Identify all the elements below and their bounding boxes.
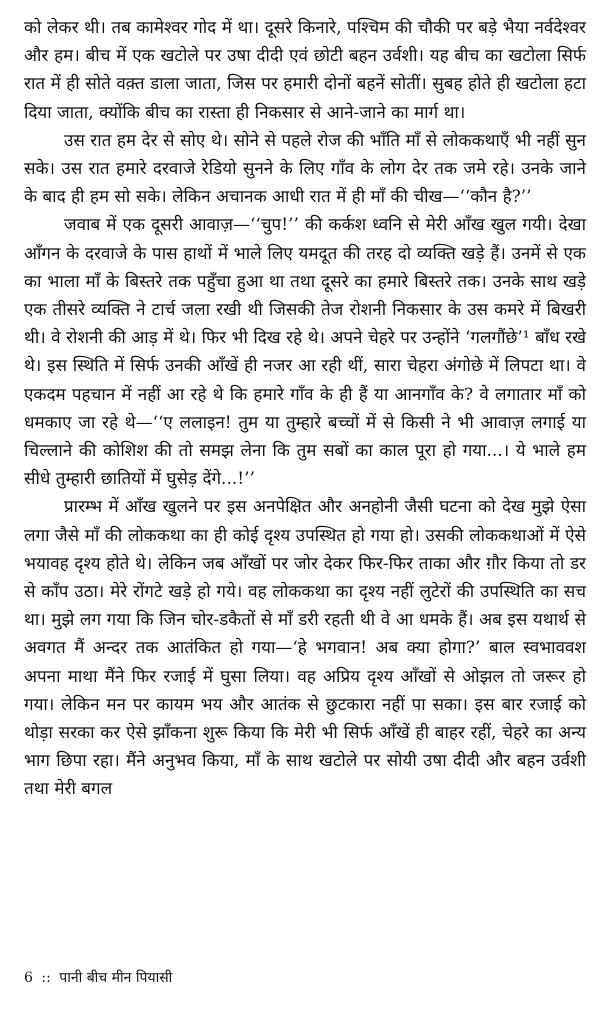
paragraph-4: प्रारम्भ में आँख खुलने पर इस अनपेक्षित और अनहोनी जैसी घटना को देख मुझे ऐसा लगा जैसे माँ की लोककथा का ही कोई दृश्य उपस्थित हो गया हो। उसकी लोककथाओं में ऐसे भयावह दृश्य होते थे। लेकिन जब आँखों पर जोर देकर फिर-फिर ताका और ग़ौर किया तो डर से काँप उठा। मेरे रोंगटे खड़े हो गये। वह लोककथा का दृश्य नहीं लुटेरों की उपस्थिति का सच था। मुझे लग गया कि जिन चोर-डकैतों से माँ डरी रहती थी वे आ धमके हैं। अब इस यथार्थ से अवगत मैं अन्दर तक आतंकित हो गया—‘हे भगवान! अब क्या होगा?’ बाल स्वभाववश अपना माथा मैंने फिर रजाई में घुसा लिया। वह अप्रिय दृश्य आँखों से ओझल तो जरूर हो गया। लेकिन मन पर कायम भय और आतंक से छुटकारा नहीं पा सका। इस बार रजाई को थोड़ा सरका कर ऐसे झाँकना शुरू किया कि मेरी भी सिर्फ आँखें ही बाहर रहीं, चेहरे का अन्य भाग छिपा रहा। मैंने अनुभव किया, माँ के साथ खटोले पर सोयी उषा दीदी और बहन उर्वशी तथा मेरी बगल (24, 497, 586, 800)
paragraph-3: जवाब में एक दूसरी आवाज़—‘‘चुप!’’ की कर्कश ध्वनि से मेरी आँख खुल गयी। देखा आँगन के दरवाजे के पास हाथों में भाले लिए यमदूत की तरह दो व्यक्ति खड़े हैं। उनमें से एक का भाला माँ के बिस्तरे तक पहुँचा हुआ था तथा दूसरे का हमारे बिस्तरे तक। उनके साथ खड़े एक तीसरे व्यक्ति ने टार्च जला रखी थी जिसकी तेज रोशनी निकसार के उस कमरे में बिखरी थी। वे रोशनी की आड़ में थे। फिर भी दिख रहे थे। अपने चेहरे पर उन्होंने ‘गलगौंछे’¹ बाँध रखे थे। इस स्थिति में सिर्फ उनकी आँखें ही नजर आ रही थीं, सारा चेहरा अंगोछे में लिपटा था। वे एकदम पहचान में नहीं आ रहे थे कि हमारे गाँव के ही हैं या आनगाँव के? वे लगातार माँ को धमकाए जा रहे थे—‘‘ए ललाइन! तुम या तुम्हारे बच्चों में से किसी ने भी आवाज़ लगाई या चिल्लाने की कोशिश की तो समझ लेना कि तुम सबों का काल पूरा हो गया...। ये भाले हम सीधे तुम्हारी छातियों में घुसेड़ देंगे...!’’ (24, 215, 586, 490)
page-footer (24, 968, 172, 987)
page-number: 6 (24, 970, 33, 986)
paragraph-1: को लेकर थी। तब कामेश्वर गोद में था। दूसरे किनारे, पश्चिम की चौकी पर बड़े भैया नर्वदेश्वर और हम। बीच में एक खटोले पर उषा दीदी एवं छोटी बहन उर्वशी। यह बीच का खटोला सिर्फ रात में ही सोते वक़्त डाला जाता, जिस पर हमारी दोनों बहनें सोतीं। सुबह होते ही खटोला हटा दिया जाता, क्योंकि बीच का रास्ता ही निकसार से आने-जाने का मार्ग था। (24, 18, 586, 123)
paragraph-2: उस रात हम देर से सोए थे। सोने से पहले रोज की भाँति माँ से लोककथाएँ भी नहीं सुन सके। उस रात हमारे दरवाजे रेडियो सुनने के लिए गाँव के लोग देर तक जमे रहे। उनके जाने के बाद ही हम सो सके। लेकिन अचानक आधी रात में ही माँ की चीख—‘‘कौन है?’’ (24, 130, 586, 208)
book-title: पानी बीच मीन पियासी (59, 970, 173, 986)
page-body (24, 14, 586, 804)
footer-separator: :: (41, 970, 51, 986)
